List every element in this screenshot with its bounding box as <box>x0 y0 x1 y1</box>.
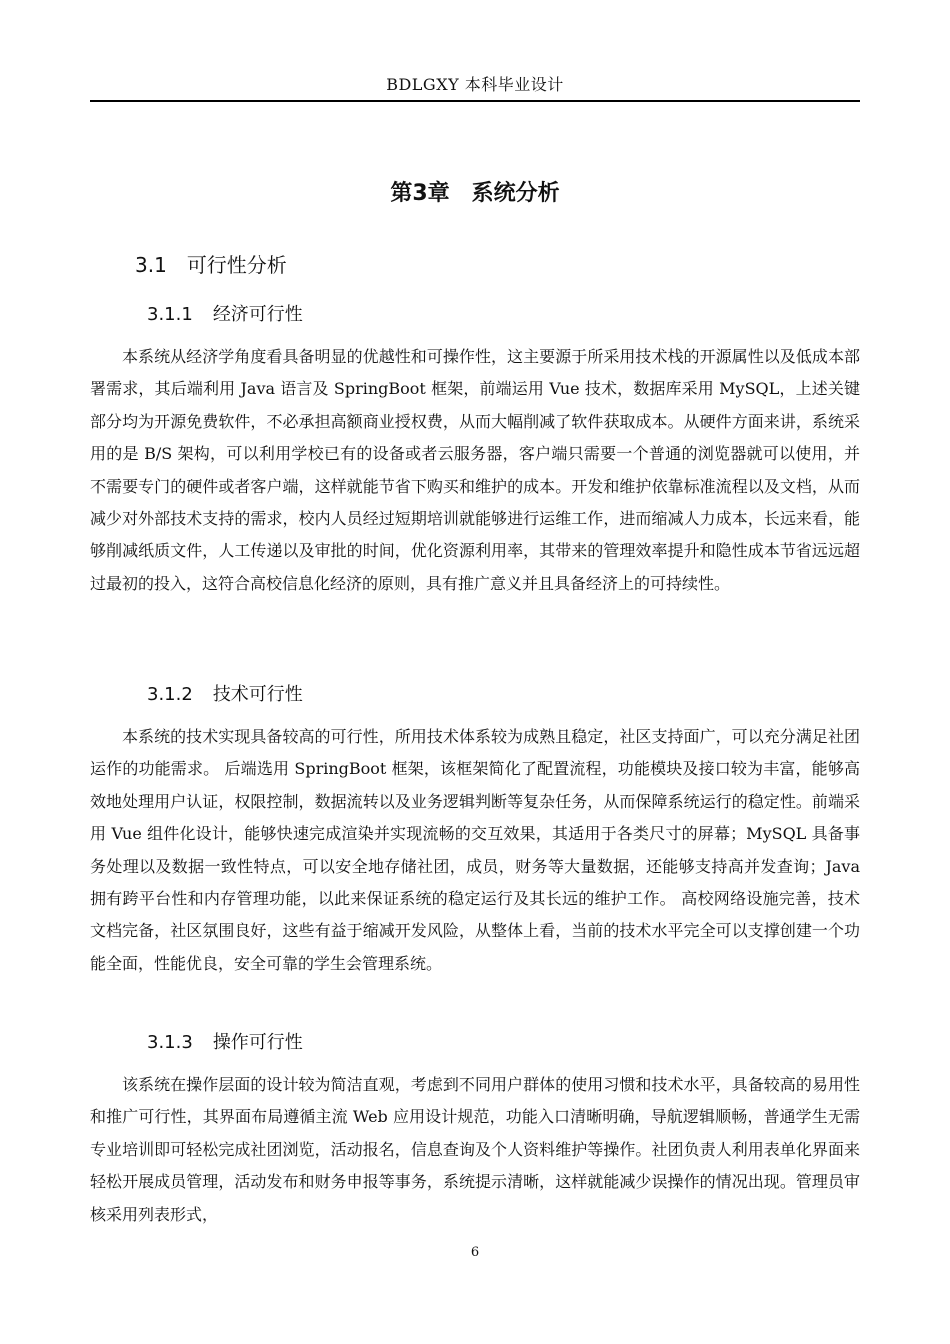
subsection-heading-3-1-1 <box>147 300 303 330</box>
subsection-number: 3.1.2 <box>147 684 193 705</box>
section-title: 可行性分析 <box>186 253 287 277</box>
chapter-title <box>90 176 860 212</box>
chapter-name: 系统分析 <box>471 181 560 206</box>
subsection-number: 3.1.3 <box>147 1032 193 1053</box>
subsection-heading-3-1-2 <box>147 680 303 710</box>
subsection-heading-3-1-3 <box>147 1028 303 1058</box>
running-header: BDLGXY 本科毕业设计 <box>386 75 564 94</box>
subsection-title: 经济可行性 <box>212 304 303 325</box>
section-heading-3-1 <box>135 248 287 282</box>
paragraph-economic-feasibility: 本系统从经济学角度看具备明显的优越性和可操作性，这主要源于所采用技术栈的开源属性以及低成本部署需求，其后端利用 Java 语言及 SpringBoot 框架，前端运用 Vue 技术，数据库采用 MySQL，上述关键部分均为开源免费软件，不必承担高额商业授权费，从而大幅削减了软件获取成本。从硬件方面来讲，系统采用的是 B/S 架构，可以利用学校已有的设备或者云服务器，客户端只需要一个普通的浏览器就可以使用，并不需要专门的硬件或者客户端，这样就能节省下购买和维护的成本。开发和维护依靠标准流程以及文档，从而减少对外部技术支持的需求，校内人员经过短期培训就能够进行运维工作，进而缩减人力成本，长远来看，能够削减纸质文件，人工传递以及审批的时间，优化资源利用率，其带来的管理效率提升和隐性成本节省远远超过最初的投入，这符合高校信息化经济的原则，具有推广意义并且具备经济上的可持续性。 <box>90 347 860 593</box>
section-number: 3.1 <box>135 253 167 277</box>
page-number: 6 <box>470 1245 480 1260</box>
paragraph-operational-feasibility: 该系统在操作层面的设计较为简洁直观，考虑到不同用户群体的使用习惯和技术水平，具备较高的易用性和推广可行性，其界面布局遵循主流 Web 应用设计规范，功能入口清晰明确，导航逻辑顺畅，普通学生无需专业培训即可轻松完成社团浏览，活动报名，信息查询及个人资料维护等操作。社团负责人利用表单化界面来轻松开展成员管理，活动发布和财务申报等事务，系统提示清晰，这样就能减少误操作的情况出现。管理员审核采用列表形式， <box>90 1075 860 1224</box>
subsection-title: 操作可行性 <box>212 1032 303 1053</box>
chapter-number: 第3章 <box>390 181 450 206</box>
subsection-title: 技术可行性 <box>212 684 303 705</box>
subsection-number: 3.1.1 <box>147 304 193 325</box>
header-rule <box>90 100 860 102</box>
paragraph-technical-feasibility: 本系统的技术实现具备较高的可行性，所用技术体系较为成熟且稳定，社区支持面广，可以充分满足社团运作的功能需求。 后端选用 SpringBoot 框架，该框架简化了配置流程，功能模块及接口较为丰富，能够高效地处理用户认证，权限控制，数据流转以及业务逻辑判断等复杂任务，从而保障系统运行的稳定性。前端采用 Vue 组件化设计，能够快速完成渲染并实现流畅的交互效果，其适用于各类尺寸的屏幕；MySQL 具备事务处理以及数据一致性特点，可以安全地存储社团，成员，财务等大量数据，还能够支持高并发查询；Java 拥有跨平台性和内存管理功能，以此来保证系统的稳定运行及其长远的维护工作。 高校网络设施完善，技术文档完备，社区氛围良好，这些有益于缩减开发风险，从整体上看，当前的技术水平完全可以支撑创建一个功能全面，性能优良，安全可靠的学生会管理系统。 <box>90 727 860 973</box>
